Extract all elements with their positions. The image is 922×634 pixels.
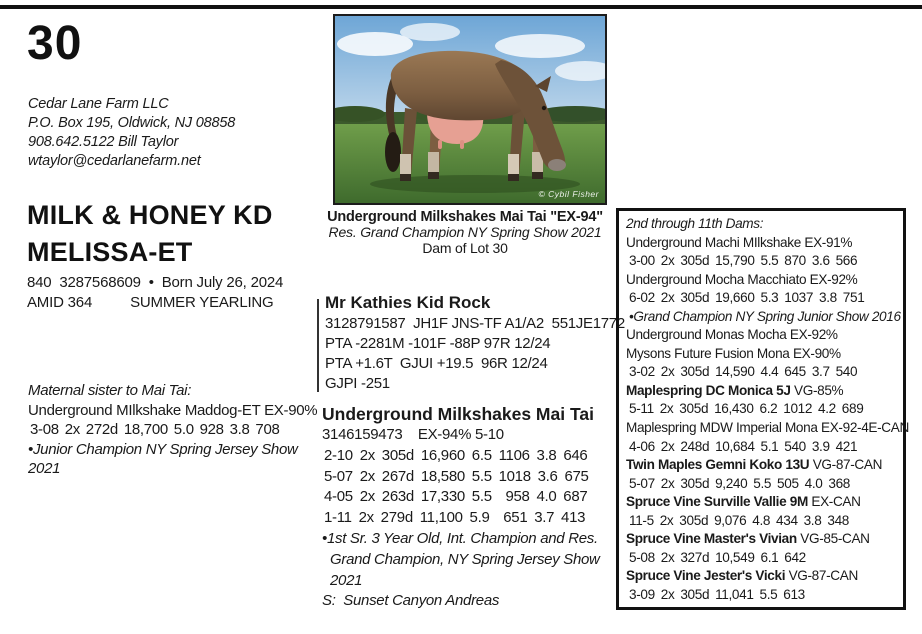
dam-id-line: 3146159473 EX-94% 5-10 <box>322 426 504 443</box>
dam-entry-grade: EX-92% <box>789 327 838 343</box>
dam-entry-record: 11-5 2x 305d 9,076 4.8 434 3.8 348 <box>629 512 850 528</box>
dam-entry <box>626 456 899 475</box>
maternal-sister-award: •Junior Champion NY Spring Jersey Show 2021 <box>28 440 298 477</box>
animal-id-line: 840 3287568609 • Born July 26, 2024 <box>27 274 284 291</box>
dam-entry-grade: VG-85% <box>794 382 844 398</box>
dam-entry-name: Underground Mocha Macchiato <box>626 271 807 287</box>
sire-name: Mr Kathies Kid Rock <box>325 293 491 312</box>
dam-award-line1: •1st Sr. 3 Year Old, Int. Champion and Res. <box>322 529 598 547</box>
dam-record: 1-11 2x 279d 11,100 5.9 651 3.7 413 <box>324 509 586 527</box>
dam-entry-record: 5-08 2x 327d 10,549 6.1 642 <box>629 549 806 565</box>
dam-entry <box>626 382 899 401</box>
maternal-sister-name: Underground MIlkshake Maddog-ET EX-90% <box>28 401 318 419</box>
dam-entry-name: Spruce Vine Surville Vallie 9M <box>626 494 808 510</box>
dam-entry-record: 3-00 2x 305d 15,790 5.5 870 3.6 566 <box>629 253 858 269</box>
dam-entry <box>626 567 899 586</box>
dams-box-heading: 2nd through 11th Dams: <box>626 216 764 231</box>
dam-entry <box>626 271 899 290</box>
cow-photo-illustration <box>335 16 605 203</box>
cow-photo <box>333 14 607 205</box>
dam-entry-grade: EX-92% <box>809 271 858 287</box>
consignor-block <box>28 95 235 171</box>
photographer-signature: © Cybil Fisher <box>538 189 599 199</box>
dam-entry <box>626 345 899 364</box>
dam-entry-grade: VG-85-CAN <box>800 531 870 547</box>
animal-name-line1: MILK & HONEY KD <box>27 200 273 230</box>
top-rule <box>0 5 922 9</box>
dam-entry-award: •Grand Champion NY Spring Junior Show 2016 <box>629 308 901 324</box>
dam-sire-note: S: Sunset Canyon Andreas <box>322 592 500 610</box>
photo-caption <box>318 209 612 256</box>
sire-pta2: PTA +1.6T GJUI +19.5 96R 12/24 <box>325 355 548 372</box>
consignor-email: wtaylor@cedarlanefarm.net <box>28 153 201 169</box>
dam-award-line2: Grand Champion, NY Spring Jersey Show 2021 <box>330 550 600 589</box>
dam-entry-grade: VG-87-CAN <box>812 457 883 473</box>
sire-id-line: 3128791587 JH1F JNS-TF A1/A2 551JE1772 <box>325 315 625 332</box>
dam-entry-name: Maplespring DC Monica 5J <box>626 382 791 398</box>
show-class: SUMMER YEARLING <box>130 294 274 311</box>
dam-entry-name: Mysons Future Fusion Mona <box>626 345 790 361</box>
dam-entry-record: 6-02 2x 305d 19,660 5.3 1037 3.8 751 <box>629 290 865 306</box>
animal-amid-line <box>27 293 327 313</box>
dam-entry-name: Spruce Vine Master's Vivian <box>626 531 797 547</box>
maternal-sister-block <box>28 381 328 479</box>
maternal-sister-label: Maternal sister to Mai Tai: <box>28 382 192 399</box>
dam-entry-name: Twin Maples Gemni Koko 13U <box>626 457 810 473</box>
lot-number: 30 <box>27 17 83 70</box>
animal-name-line2: MELISSA-ET <box>27 237 193 267</box>
dam-entry-grade: EX-91% <box>804 234 853 250</box>
dam-record: 2-10 2x 305d 16,960 6.5 1106 3.8 646 <box>324 446 588 464</box>
dam-entry-name: Underground Monas Mocha <box>626 327 787 343</box>
dam-record: 4-05 2x 263d 17,330 5.5 958 4.0 687 <box>324 488 588 506</box>
dam-entry <box>626 493 899 512</box>
dam-entry <box>626 234 899 253</box>
maternal-sister-record: 3-08 2x 272d 18,700 5.0 928 3.8 708 <box>30 421 280 438</box>
dam-entry-record: 3-02 2x 305d 14,590 4.4 645 3.7 540 <box>629 364 858 380</box>
dam-entry-name: Maplespring MDW Imperial Mona <box>626 420 818 436</box>
dam-entry-record: 5-07 2x 305d 9,240 5.5 505 4.0 368 <box>629 475 851 491</box>
dam-entry-record: 3-09 2x 305d 11,041 5.5 613 <box>629 586 805 602</box>
dam-entry-grade: EX-92-4E-CAN <box>821 420 909 436</box>
dam-entry-name: Spruce Vine Jester's Vicki <box>626 568 786 584</box>
dam-entry-grade: EX-90% <box>792 345 841 361</box>
dam-entry-record: 5-11 2x 305d 16,430 6.2 1012 4.2 689 <box>629 401 864 417</box>
caption-award: Res. Grand Champion NY Spring Show 2021 <box>328 224 602 240</box>
consignor-name: Cedar Lane Farm LLC <box>28 96 169 112</box>
dam-entry-name: Underground Machi MIlkshake <box>626 234 801 250</box>
sire-gjpi: GJPI -251 <box>325 375 390 392</box>
dam-entry-grade: VG-87-CAN <box>788 568 858 584</box>
dam-record: 5-07 2x 267d 18,580 5.5 1018 3.6 675 <box>324 467 589 485</box>
caption-relation: Dam of Lot 30 <box>422 239 508 256</box>
dam-name: Underground Milkshakes Mai Tai <box>322 404 594 424</box>
dam-entry <box>626 326 899 345</box>
dam-entry <box>626 419 909 438</box>
consignor-address: P.O. Box 195, Oldwick, NJ 08858 <box>28 115 236 131</box>
sire-pta1: PTA -2281M -101F -88P 97R 12/24 <box>325 335 551 352</box>
dam-block <box>322 403 617 612</box>
amid-number: AMID 364 <box>27 294 93 311</box>
sire-block <box>325 292 625 394</box>
caption-cow-name: Underground Milkshakes Mai Tai "EX-94" <box>327 209 603 225</box>
sire-bracket-line <box>317 299 319 392</box>
extended-dams-box <box>616 208 909 610</box>
dam-entry <box>626 530 899 549</box>
consignor-phone: 908.642.5122 Bill Taylor <box>28 134 179 150</box>
dam-entry-record: 4-06 2x 248d 10,684 5.1 540 3.9 421 <box>629 438 858 454</box>
animal-block <box>27 197 327 313</box>
dam-entry-grade: EX-CAN <box>811 494 861 510</box>
